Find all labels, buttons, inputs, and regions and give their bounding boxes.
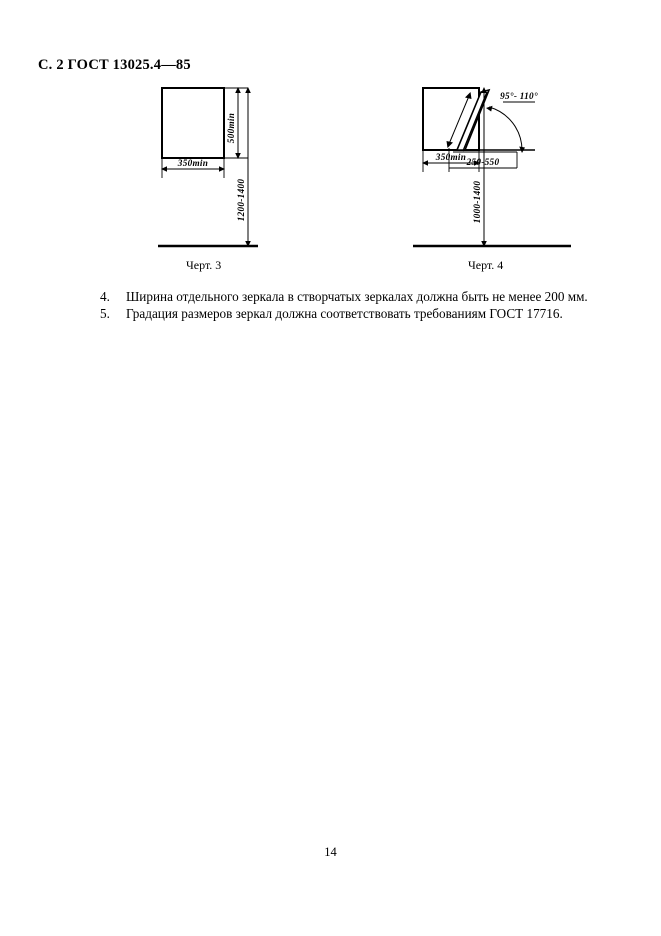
body-text [100,288,600,322]
figure-4 [405,80,580,280]
dim-label-height: 500min [226,112,236,144]
clause-item-5 [100,305,600,322]
clause-number-5: 5. [100,306,110,321]
clause-item-4 [100,288,600,305]
figure-4-drawing [405,80,580,280]
figure-3 [140,80,270,280]
page-number: 14 [324,845,337,859]
angle-arc [489,107,522,150]
mirror-rectangle [162,88,224,158]
page-header: С. 2 ГОСТ 13025.4—85 [38,57,191,73]
figure-3-caption: Черт. 3 [186,258,222,272]
clause-text-5: Градация размеров зеркал должна соответствовать требованиям ГОСТ 17716. [126,306,563,321]
clause-number-4: 4. [100,289,110,304]
figure-3-drawing [140,80,270,280]
figures-row [0,80,661,280]
clause-text-4: Ширина отдельного зеркала в створчатых зеркалах должна быть не менее 200 мм. [126,289,588,304]
dim-label-floor-height: 1000-1400 [472,180,482,224]
dim-label-floor-height: 1200-1400 [236,178,246,222]
dim-label-panel: 250-550 [466,157,500,167]
dim-label-angle: 95°- 110° [500,91,538,101]
dim-label-width: 350min [177,158,209,168]
figure-4-caption: Черт. 4 [468,258,504,272]
dim-label-width: 350min [435,152,467,162]
